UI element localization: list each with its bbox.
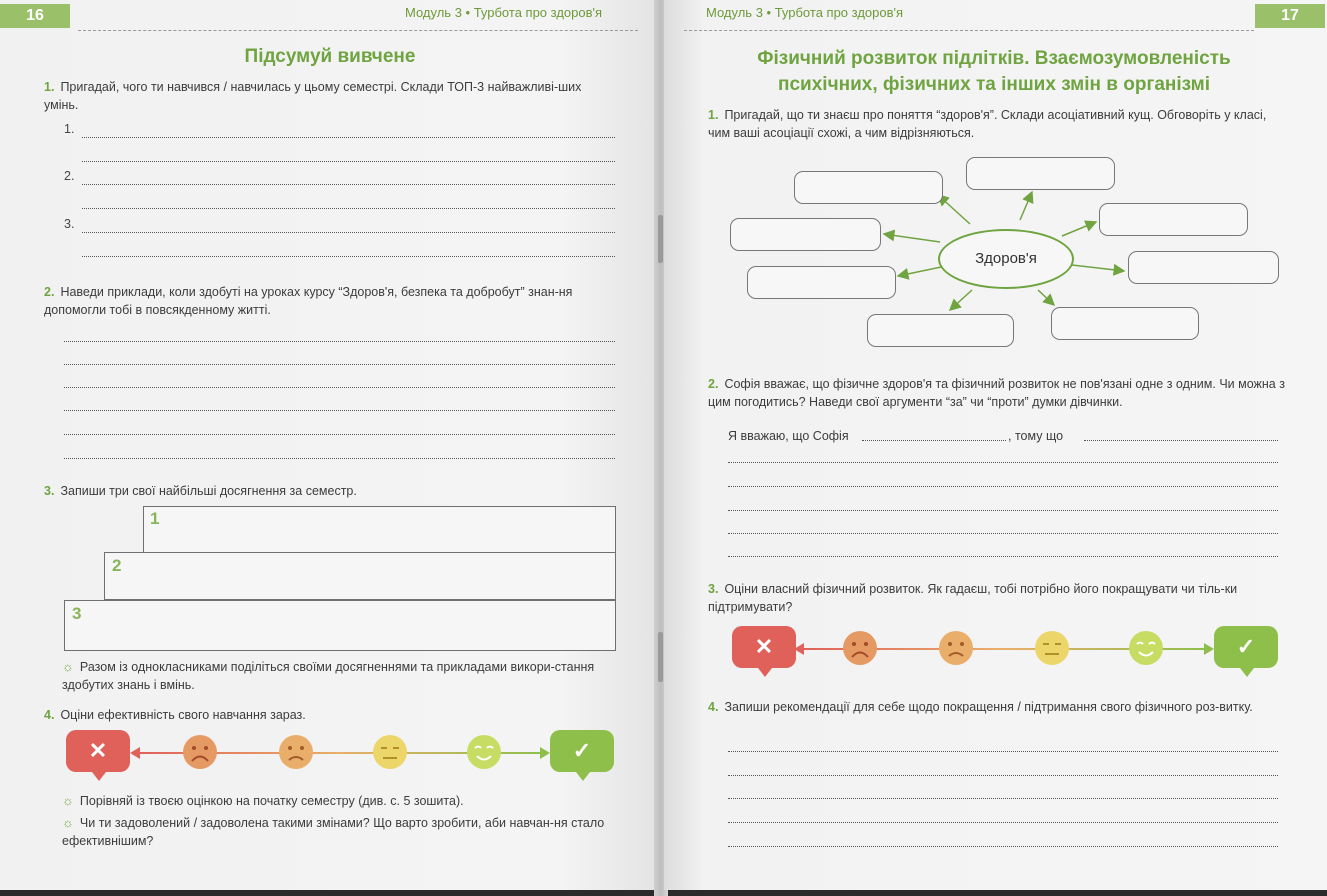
- association-box[interactable]: [747, 266, 896, 299]
- answer-line[interactable]: [728, 486, 1278, 487]
- task-text: Наведи приклади, коли здобуті на уроках курсу “Здоров'я, безпека та добробут” знан-ня допомогли тобі в повсякденному житті.: [44, 285, 573, 317]
- answer-line[interactable]: [728, 775, 1278, 776]
- task-number: 4.: [708, 700, 719, 714]
- association-box[interactable]: [730, 218, 881, 251]
- checkmark-icon: ✓: [572, 738, 592, 763]
- task-text: Запиши рекомендації для себе щодо покращення / підтримання свого фізичного роз-витку.: [724, 700, 1253, 714]
- task-number: 4.: [44, 708, 55, 722]
- answer-line[interactable]: [82, 208, 615, 209]
- sun-icon: ☼: [62, 659, 74, 674]
- achievement-box-3[interactable]: [64, 600, 616, 651]
- dislike-bubble[interactable]: [732, 626, 796, 668]
- answer-line[interactable]: [82, 184, 615, 185]
- task-text: Оціни ефективність свого навчання зараз.: [60, 708, 306, 722]
- page-number-right: 17: [1255, 4, 1325, 28]
- answer-line[interactable]: [64, 434, 615, 435]
- list-item-number: 1.: [64, 122, 75, 136]
- task-text: Запиши три свої найбільші досягнення за семестр.: [60, 484, 357, 498]
- hint-text: Чи ти задоволений / задоволена такими змінами? Що варто зробити, аби навчан-ня стало ефективнішим?: [62, 816, 605, 848]
- association-box[interactable]: [1051, 307, 1199, 340]
- achievement-number: 3: [72, 604, 82, 623]
- left-page: [0, 0, 660, 890]
- task-number: 1.: [44, 80, 55, 94]
- task-text: Пригадай, що ти знаєш про поняття “здоров'я”. Склади асоціативний кущ. Обговоріть у класі, чим ваші асоціації схожі, а чим відрізняються.: [708, 108, 1267, 140]
- answer-line[interactable]: [82, 161, 615, 162]
- sad-face-icon[interactable]: [938, 630, 974, 666]
- task-4-right: [708, 698, 1288, 716]
- list-item-number: 2.: [64, 169, 75, 183]
- hint-compare: [62, 792, 622, 810]
- task-1-right: [708, 106, 1283, 142]
- task-3-right: [708, 580, 1288, 616]
- answer-line[interactable]: [728, 822, 1278, 823]
- title-line-2: психічних, фізичних та інших змін в організмі: [778, 74, 1210, 95]
- sun-icon: ☼: [62, 793, 74, 808]
- association-box[interactable]: [867, 314, 1014, 347]
- bubble-tail: [92, 772, 106, 781]
- module-header-right: Модуль 3 • Турбота про здоров'я: [706, 5, 904, 20]
- achievement-number: 1: [150, 509, 160, 528]
- answer-line[interactable]: [728, 462, 1278, 463]
- answer-line[interactable]: [82, 256, 615, 257]
- task-1-left: [44, 78, 619, 114]
- very-sad-face-icon[interactable]: [842, 630, 878, 666]
- like-bubble[interactable]: [1214, 626, 1278, 668]
- hint-share: [62, 658, 622, 694]
- checkmark-icon: ✓: [1236, 634, 1256, 659]
- answer-line[interactable]: [82, 232, 615, 233]
- list-item-number: 3.: [64, 217, 75, 231]
- hint-reflect: [62, 814, 622, 850]
- answer-line[interactable]: [728, 533, 1278, 534]
- dislike-bubble[interactable]: [66, 730, 130, 772]
- task-number: 2.: [708, 377, 719, 391]
- prompt-start: Я вважаю, що Софія: [728, 429, 849, 443]
- center-concept: Здоров'я: [938, 229, 1074, 289]
- achievement-number: 2: [112, 556, 122, 575]
- staple: [658, 632, 663, 682]
- close-icon: ✕: [88, 738, 108, 763]
- answer-line[interactable]: [64, 458, 615, 459]
- bubble-tail: [758, 668, 772, 677]
- happy-face-icon[interactable]: [466, 734, 502, 770]
- neutral-face-icon[interactable]: [1034, 630, 1070, 666]
- header-rule-right: [684, 30, 1254, 31]
- right-page: [664, 0, 1327, 890]
- association-box[interactable]: [794, 171, 943, 204]
- section-title-left: Підсумуй вивчене: [244, 46, 416, 67]
- task-number: 2.: [44, 285, 55, 299]
- staple: [658, 215, 663, 263]
- scale-line: [338, 752, 542, 754]
- answer-line[interactable]: [728, 751, 1278, 752]
- close-icon: ✕: [754, 634, 774, 659]
- arrow-right-icon: [1204, 643, 1214, 655]
- header-rule-left: [78, 30, 638, 31]
- prompt-mid: , тому що: [1008, 429, 1064, 443]
- task-number: 1.: [708, 108, 719, 122]
- hint-text: Разом із однокласниками поділіться своїми досягненнями та прикладами викори-стання здобутих знань і вмінь.: [62, 660, 595, 692]
- module-header-left: Модуль 3 • Турбота про здоров'я: [405, 5, 603, 20]
- section-title-right: [694, 46, 1294, 98]
- sad-face-icon[interactable]: [278, 734, 314, 770]
- answer-line[interactable]: [64, 364, 615, 365]
- answer-line[interactable]: [64, 387, 615, 388]
- answer-line[interactable]: [82, 137, 615, 138]
- bubble-tail: [1240, 668, 1254, 677]
- hint-text: Порівняй із твоєю оцінкою на початку семестру (див. с. 5 зошита).: [79, 794, 464, 808]
- scale-line: [1002, 648, 1206, 650]
- association-box[interactable]: [966, 157, 1115, 190]
- task-text: Оціни власний фізичний розвиток. Як гадаєш, тобі потрібно його покращувати чи тіль-ки підтримувати?: [708, 582, 1238, 614]
- title-line-1: Фізичний розвиток підлітків. Взаємозумовленість: [757, 48, 1231, 69]
- answer-line[interactable]: [64, 410, 615, 411]
- association-box[interactable]: [1099, 203, 1248, 236]
- answer-line[interactable]: [862, 440, 1006, 441]
- task-2-left: [44, 283, 622, 319]
- page-number-left: 16: [0, 4, 70, 28]
- task-2-right: [708, 375, 1286, 411]
- very-sad-face-icon[interactable]: [182, 734, 218, 770]
- answer-line[interactable]: [1084, 440, 1278, 441]
- happy-face-icon[interactable]: [1128, 630, 1164, 666]
- sun-icon: ☼: [62, 815, 74, 830]
- answer-line[interactable]: [728, 798, 1278, 799]
- association-box[interactable]: [1128, 251, 1279, 284]
- task-4-left: [44, 706, 604, 724]
- answer-line[interactable]: [728, 556, 1278, 557]
- neutral-face-icon[interactable]: [372, 734, 408, 770]
- achievement-box-1[interactable]: [143, 506, 616, 553]
- like-bubble[interactable]: [550, 730, 614, 772]
- achievement-box-2[interactable]: [104, 552, 616, 600]
- task-3-left: [44, 482, 604, 500]
- answer-line[interactable]: [64, 341, 615, 342]
- arrow-left-icon: [130, 747, 140, 759]
- task-text: Софія вважає, що фізичне здоров'я та фізичний розвиток не пов'язані одне з одним. Чи можна з цим погодитись? Наведи свої аргументи “за” чи “проти” думки дівчинки.: [708, 377, 1285, 409]
- task-number: 3.: [708, 582, 719, 596]
- answer-line[interactable]: [728, 846, 1278, 847]
- task-number: 3.: [44, 484, 55, 498]
- answer-line[interactable]: [728, 510, 1278, 511]
- arrow-right-icon: [540, 747, 550, 759]
- bubble-tail: [576, 772, 590, 781]
- task-text: Пригадай, чого ти навчився / навчилась у цьому семестрі. Склади ТОП-3 найважливі-ших умінь.: [44, 80, 582, 112]
